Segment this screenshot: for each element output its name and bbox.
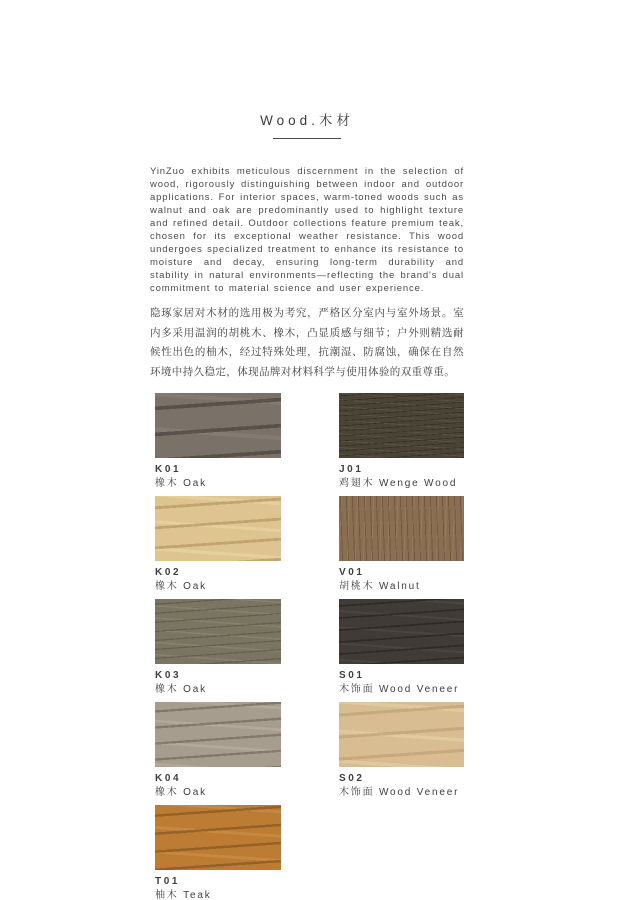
wood-swatch-image-k02 (155, 496, 281, 561)
swatch-card-v01 (339, 496, 464, 593)
wood-swatch-image-k01 (155, 393, 281, 458)
wood-swatch-image-v01 (339, 496, 464, 561)
swatch-label: 胡桃木 Walnut (339, 581, 421, 592)
wood-swatch-image-k04 (155, 702, 281, 767)
intro-paragraph-zh: 隐琢家居对木材的选用极为考究，严格区分室内与室外场景。室内多采用温润的胡桃木、橡木，凸显质感与细节；户外则精选耐候性出色的柚木，经过特殊处理，抗潮湿、防腐蚀，确保在自然环境中持久稳定，体现品牌对材料科学与使用体验的双重尊重。 (150, 307, 464, 378)
swatch-card-k04 (155, 702, 281, 799)
swatch-code: V01 (339, 567, 365, 578)
swatch-card-k03 (155, 599, 281, 696)
swatch-card-j01 (339, 393, 464, 490)
swatch-card-s01 (339, 599, 464, 696)
wood-swatch-image-s02 (339, 702, 464, 767)
swatch-label: 橡木 Oak (155, 581, 207, 592)
content-column (150, 113, 464, 900)
swatch-label: 木饰面 Wood Veneer (339, 684, 460, 695)
swatch-card-t01 (155, 805, 281, 900)
swatch-label: 橡木 Oak (155, 684, 207, 695)
swatch-code: S02 (339, 773, 365, 784)
swatch-card-s02 (339, 702, 464, 799)
title-underline (273, 138, 341, 139)
intro-paragraph-en: YinZuo exhibits meticulous discernment in the selection of wood, rigorously distinguishing between indoor and outdoor applications. For interior spaces, warm-toned woods such as walnut and oak are predominantly used to highlight texture and refined detail. Outdoor collections feature premium teak, chosen for its exceptional weather resistance. This wood undergoes specialized treatment to enhance its resistance to moisture and decay, ensuring long-term durability and stability in natural environments—reflecting the brand's dual commitment to material science and user experience. (150, 166, 464, 294)
swatch-card-k01 (155, 393, 281, 490)
swatch-label: 橡木 Oak (155, 478, 207, 489)
wood-swatch-image-k03 (155, 599, 281, 664)
swatch-code: J01 (339, 464, 364, 475)
page-title: Wood.木材 (260, 113, 354, 128)
swatch-code: K01 (155, 464, 182, 475)
swatch-card-k02 (155, 496, 281, 593)
swatch-label: 木饰面 Wood Veneer (339, 787, 460, 798)
wood-swatch-grid (155, 393, 464, 900)
swatch-label: 橡木 Oak (155, 787, 207, 798)
wood-swatch-image-t01 (155, 805, 281, 870)
swatch-code: S01 (339, 670, 365, 681)
swatch-code: K02 (155, 567, 182, 578)
swatch-label: 鸡翅木 Wenge Wood (339, 478, 458, 489)
wood-swatch-image-j01 (339, 393, 464, 458)
swatch-label: 柚木 Teak (155, 890, 212, 900)
swatch-code: K04 (155, 773, 182, 784)
swatch-code: T01 (155, 876, 181, 887)
swatch-code: K03 (155, 670, 182, 681)
wood-swatch-image-s01 (339, 599, 464, 664)
